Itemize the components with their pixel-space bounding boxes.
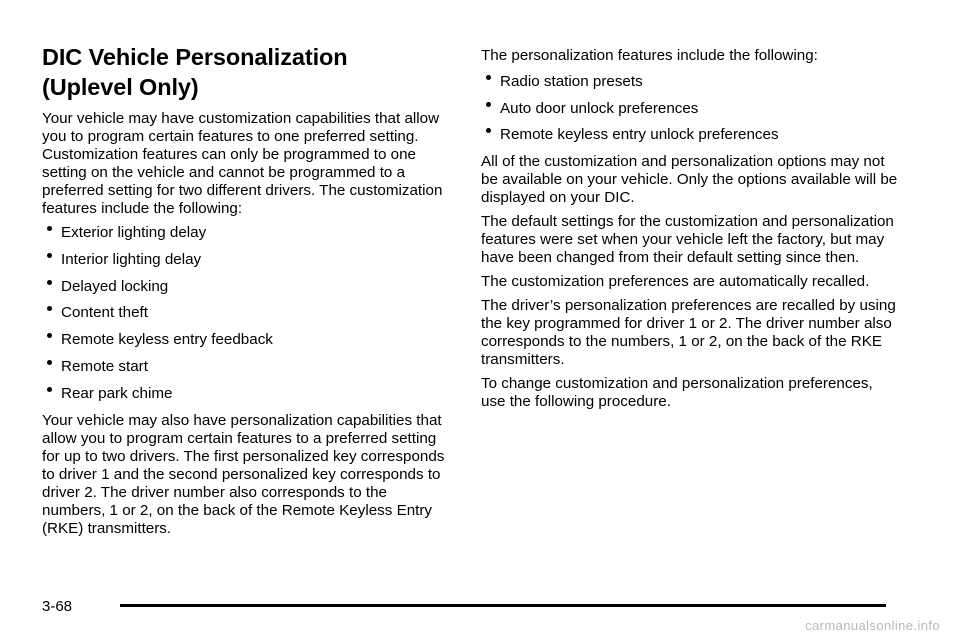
default-settings-paragraph: The default settings for the customization and personalization features were set when your vehicle left the factory, but may have been changed from their default setting since then. (481, 212, 894, 266)
right-column (481, 47, 901, 417)
list-item: Exterior lighting delay (42, 224, 452, 242)
personalization-intro-paragraph: The personalization features include the following: (481, 47, 818, 64)
list-item: Content theft (42, 304, 452, 322)
personalization-features-list (481, 73, 901, 144)
list-item: Rear park chime (42, 385, 452, 403)
list-item: Interior lighting delay (42, 251, 452, 269)
procedure-intro-paragraph: To change customization and personalization preferences, use the following procedure. (481, 374, 873, 410)
recall-paragraph: The customization preferences are automatically recalled. (481, 272, 870, 290)
list-item: Remote start (42, 358, 452, 376)
heading-line-2: (Uplevel Only) (42, 74, 199, 100)
footer-divider (120, 604, 886, 607)
customization-features-list (42, 224, 452, 403)
section-heading (42, 42, 452, 102)
list-item: Radio station presets (481, 73, 901, 91)
list-item: Auto door unlock preferences (481, 100, 901, 118)
page-number: 3-68 (42, 598, 73, 615)
left-column (42, 42, 452, 544)
customization-intro-paragraph: Your vehicle may have customization capabilities that allow you to program certain features to one preferred setting. Customization features can only be programmed to one setting on the vehicle and cannot be programmed to a preferred setting for two different drivers. The customization features include the following: (42, 110, 443, 217)
personalization-paragraph: Your vehicle may also have personalization capabilities that allow you to program certain features to a preferred setting for up to two drivers. The first personalized key corresponds to driver 1 and the second personalized key corresponds to driver 2. The driver number also corresponds to the numbers, 1 or 2, on the back of the Remote Keyless Entry (RKE) transmitters. (42, 411, 445, 537)
driver-key-paragraph: The driver’s personalization preferences are recalled by using the key programmed for driver 1 or 2. The driver number also corresponds to the numbers, 1 or 2, on the back of the RKE transmitters. (481, 296, 896, 368)
list-item: Delayed locking (42, 278, 452, 296)
list-item: Remote keyless entry feedback (42, 331, 452, 349)
watermark-text: carmanualsonline.info (805, 618, 940, 633)
heading-line-1: DIC Vehicle Personalization (42, 44, 348, 70)
list-item: Remote keyless entry unlock preferences (481, 126, 901, 144)
options-availability-paragraph: All of the customization and personalization options may not be available on your vehicle. Only the options available will be displayed on your DIC. (481, 152, 898, 206)
